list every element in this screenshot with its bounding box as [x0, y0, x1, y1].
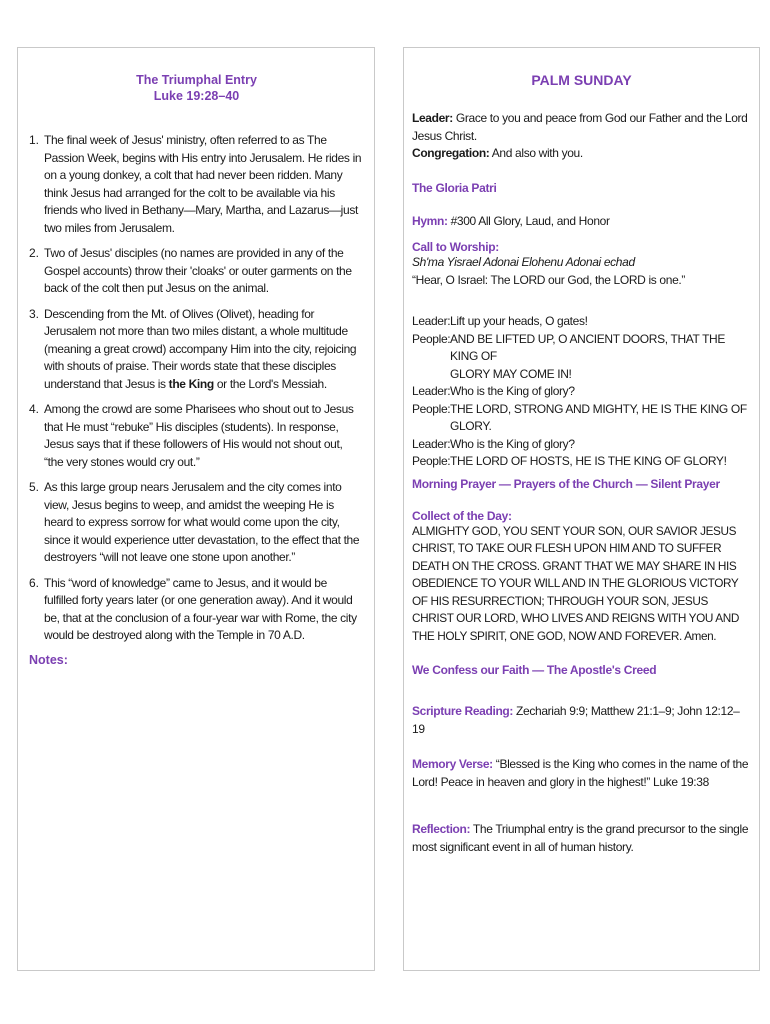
- right-panel: [403, 47, 760, 971]
- scripture-label: Scripture Reading:: [412, 704, 514, 718]
- item-text: As this large group nears Jerusalem and the city comes into view, Jesus begins to weep, and amidst the weeping He is heard to express sorrow for what would come upon the city, since it would experience utter devastation, to the effect that the destroyers “will not leave one stone upon another.”: [44, 480, 360, 564]
- item-text: Among the crowd are some Pharisees who shout out to Jesus that He must “rebuke” His disciples (students). In response, Jesus says that if these followers of His would not shout out, “the very stones would cry out.”: [44, 402, 354, 469]
- response-text: THE LORD OF HOSTS, HE IS THE KING OF GLORY!: [450, 454, 727, 468]
- scripture-line: [412, 703, 751, 738]
- item-text: This “word of knowledge” came to Jesus, and it would be fulfilled forty years later (or one generation away). And it would be, that at the conclusion of a four-year war with Rome, the city would be destroyed along with the Temple in 70 A.D.: [44, 575, 357, 642]
- response-text: Who is the King of glory?: [450, 384, 575, 398]
- shma-translation: “Hear, O Israel: The LORD our God, the LORD is one.”: [412, 272, 686, 287]
- response-line: [412, 401, 751, 436]
- item-number: 2.: [29, 246, 40, 260]
- congregation-text: And also with you.: [489, 146, 583, 160]
- gloria-heading: The Gloria Patri: [412, 180, 497, 195]
- speaker: People:: [412, 331, 451, 346]
- response-text: AND BE LIFTED UP, O ANCIENT DOORS, THAT THE KING OF: [450, 331, 726, 363]
- speaker: People:: [412, 454, 451, 468]
- response-line: [412, 383, 751, 401]
- list-item: [29, 245, 364, 298]
- speaker: Leader:: [412, 384, 451, 398]
- reflection-label: Reflection:: [412, 822, 471, 836]
- item-text-bold: the King: [168, 376, 214, 391]
- notes-label: Notes:: [29, 652, 68, 667]
- speaker: Leader:: [412, 314, 451, 328]
- memory-label: Memory Verse:: [412, 757, 493, 771]
- response-line: [412, 331, 751, 366]
- responsive-reading: [412, 313, 751, 471]
- list-item: [29, 479, 364, 567]
- speaker: Leader:: [412, 436, 451, 451]
- speaker: People:: [412, 401, 451, 416]
- item-number: 1.: [29, 133, 40, 147]
- leader-text: Grace to you and peace from God our Father and the Lord Jesus Christ.: [412, 111, 748, 143]
- hymn-text: #300 All Glory, Laud, and Honor: [447, 213, 610, 228]
- call-to-worship-heading: Call to Worship:: [412, 240, 499, 254]
- item-text: Two of Jesus' disciples (no names are provided in any of the Gospel accounts) throw their 'cloaks' or outer garments on the back of the colt then put Jesus on the animal.: [44, 246, 352, 295]
- creed-heading: We Confess our Faith — The Apostle's Creed: [412, 663, 657, 677]
- response-line: [412, 313, 751, 331]
- list-item: [29, 401, 364, 471]
- response-line: [412, 436, 751, 454]
- list-item: [29, 575, 364, 645]
- item-number: 5.: [29, 480, 40, 494]
- collect-heading: Collect of the Day:: [412, 508, 512, 523]
- item-number: 4.: [29, 402, 40, 416]
- item-number: 3.: [29, 306, 40, 321]
- greeting-congregation: [412, 145, 751, 163]
- leader-label: Leader:: [412, 111, 453, 125]
- response-text: GLORY MAY COME IN!: [450, 366, 572, 381]
- congregation-label: Congregation:: [412, 146, 490, 160]
- morning-prayer-heading: Morning Prayer — Prayers of the Church — Silent Prayer: [412, 476, 720, 491]
- item-number: 6.: [29, 575, 40, 590]
- left-panel: [17, 47, 375, 971]
- response-text: THE LORD, STRONG AND MIGHTY, HE IS THE KING OF GLORY.: [450, 401, 747, 433]
- item-text-part: or the Lord's Messiah.: [213, 376, 327, 391]
- item-text: The final week of Jesus' ministry, often referred to as The Passion Week, begins with His entry into Jerusalem. He rides in on a young donkey, a colt that had never been ridden. Many think Jesus had arranged for the colt to be available via his friends who lived in Bethany—Mary, Martha, and Lazarus—just two miles from Jerusalem.: [44, 133, 362, 235]
- list-item: [29, 132, 364, 237]
- response-text: Who is the King of glory?: [450, 436, 575, 451]
- list-item: [29, 306, 364, 394]
- collect-text: ALMIGHTY GOD, YOU SENT YOUR SON, OUR SAVIOR JESUS CHRIST, TO TAKE OUR FLESH UPON HIM AND TO SUFFER DEATH ON THE CROSS. GRANT THAT WE MAY SHARE IN HIS OBEDIENCE TO YOUR WILL AND IN THE GLORIOUS VICTORY OF HIS RESURRECTION; THROUGH YOUR SON, JESUS CHRIST OUR LORD, WHO LIVES AND REIGNS WITH YOU AND THE HOLY SPIRIT, ONE GOD, NOW AND FOREVER. Amen.: [412, 523, 739, 643]
- hymn-label: Hymn:: [412, 213, 448, 228]
- memory-text: “Blessed is the King who comes in the name of the Lord! Peace in heaven and glory in the highest!” Luke 19:38: [412, 757, 749, 789]
- lesson-reference: Luke 19:28–40: [153, 89, 240, 103]
- scripture-text: Zechariah 9:9; Matthew 21:1–9; John 12:12–19: [412, 704, 740, 736]
- item-text: [44, 306, 364, 394]
- lesson-points: [29, 132, 364, 645]
- reflection: [412, 821, 751, 856]
- hymn-line: [412, 213, 751, 231]
- greeting-leader: [412, 110, 751, 145]
- lesson-title: The Triumphal Entry: [136, 73, 257, 87]
- page-title: PALM SUNDAY: [531, 72, 632, 88]
- response-line: [412, 453, 751, 471]
- reflection-text: The Triumphal entry is the grand precursor to the single most significant event in all of human history.: [412, 822, 749, 854]
- shma-text: Sh'ma Yisrael Adonai Elohenu Adonai echad: [412, 255, 635, 269]
- memory-verse: [412, 756, 751, 791]
- response-text: Lift up your heads, O gates!: [450, 314, 588, 328]
- response-line: [412, 366, 751, 384]
- item-text-part: Descending from the Mt. of Olives (Olivet), heading for Jerusalem not more than two miles distant, a whole multitude (meaning a great crowd) accompany Him into the city, rejoicing with shouts of praise. Their words state that these disciples understand that Jesus is: [44, 306, 357, 391]
